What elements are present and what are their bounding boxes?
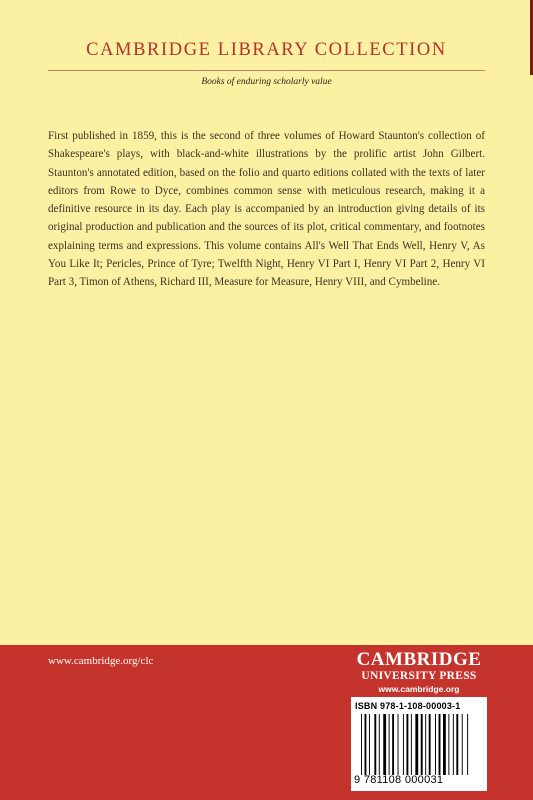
book-description: First published in 1859, this is the second of three volumes of Howard Staunton's collection of Shakespeare's plays, with black-and-white illustrations by the prolific artist John Gilbert. Staunton's annotated edition, based on the folio and quarto editions collated with the texts of later editors from Rowe to Dyce, combines common sense with meticulous research, making it a definitive resource in its day. Each play is accompanied by an introduction giving details of its original production and publication and the sources of its plot, critical commentary, and footnotes explaining terms and expressions. This volume contains All's Well That Ends Well, Henry V, As You Like It; Pericles, Prince of Tyre; Twelfth Night, Henry VI Part I, Henry VI Part 2, Henry VI Part 3, Timon of Athens, Richard III, Measure for Measure, Henry VIII, and Cymbeline. bbox=[48, 130, 485, 289]
series-tagline: Books of enduring scholarly value bbox=[201, 77, 332, 87]
publisher-subtitle: UNIVERSITY PRESS bbox=[361, 670, 477, 682]
title-divider bbox=[48, 70, 485, 71]
publisher-url: www.cambridge.org bbox=[378, 684, 460, 694]
barcode-bars-icon bbox=[361, 714, 481, 775]
series-title: CAMBRIDGE LIBRARY COLLECTION bbox=[86, 40, 447, 60]
isbn-number: ISBN 978-1-108-00003-1 bbox=[355, 701, 461, 711]
isbn-barcode bbox=[351, 697, 487, 791]
collection-url-link[interactable]: www.cambridge.org/clc bbox=[48, 655, 154, 667]
barcode-digits: 9 781108 000031 bbox=[354, 774, 444, 786]
publisher-name: CAMBRIDGE bbox=[356, 649, 482, 670]
publisher-logo bbox=[352, 650, 486, 695]
